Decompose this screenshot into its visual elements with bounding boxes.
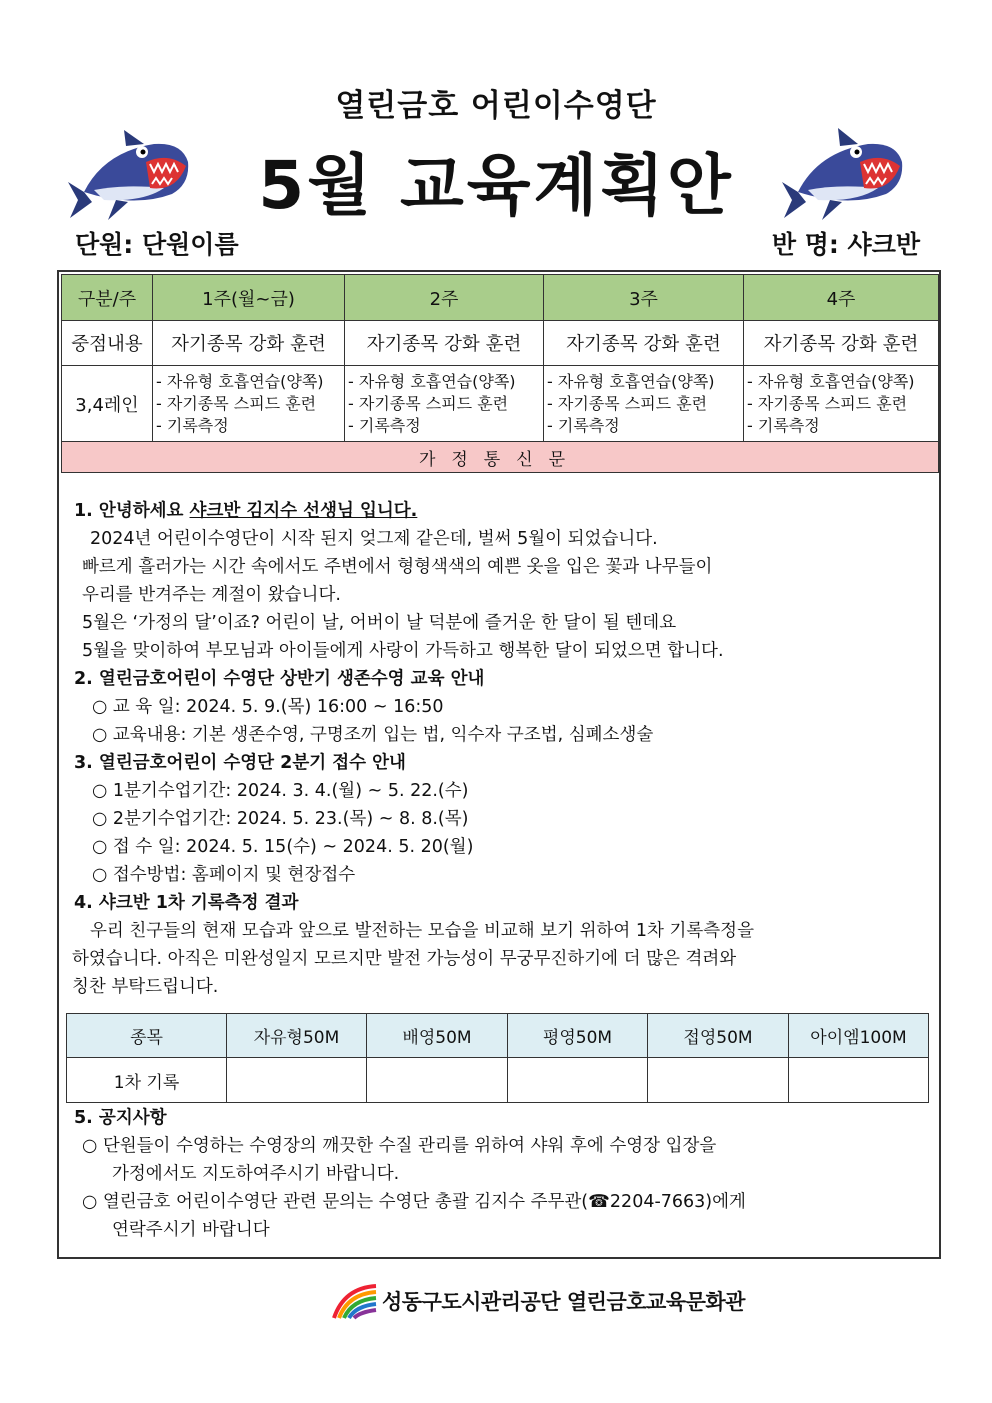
plan-header-cell: 4주 (744, 275, 939, 321)
lane-item: - 자유형 호흡연습(양쪽) (348, 371, 516, 391)
record-header-row (67, 1014, 929, 1058)
record-header-cell: 아이엠100M (789, 1014, 929, 1058)
paragraph-line: 5월을 맞이하여 부모님과 아이들에게 사랑이 가득하고 행복한 달이 되었으면 합니다. (82, 641, 724, 661)
section-3-title: 3. 열린금호어린이 수영단 2분기 접수 안내 (74, 753, 406, 773)
lane-items-week4 (744, 366, 939, 442)
paragraph-line: 빠르게 흘러가는 시간 속에서도 주변에서 형형색색의 예쁜 옷을 입은 꽃과 나무들이 (82, 557, 713, 577)
focus-cell: 자기종목 강화 훈련 (153, 321, 345, 366)
notice-line: ○ 열린금호 어린이수영단 관련 문의는 수영단 총괄 김지수 주무관(☎2204-7663)에게 (82, 1192, 746, 1212)
section-4-title: 4. 샤크반 1차 기록측정 결과 (74, 893, 299, 913)
info-line: ○ 교육내용: 기본 생존수영, 구명조끼 입는 법, 익수자 구조법, 심폐소생술 (92, 725, 654, 745)
record-table (66, 1013, 929, 1103)
teacher-greeting: 샤크반 김지수 선생님 입니다. (189, 501, 418, 521)
section-1-title (74, 497, 939, 525)
paragraph-line: 하였습니다. 아직은 미완성일지 모르지만 발전 가능성이 무궁무진하기에 더 많은 격려와 (72, 949, 737, 969)
record-header-cell: 종목 (67, 1014, 227, 1058)
record-header-cell: 자유형50M (227, 1014, 367, 1058)
lane-item: - 자유형 호흡연습(양쪽) (156, 371, 324, 391)
focus-cell: 자기종목 강화 훈련 (345, 321, 544, 366)
plan-header-row (62, 275, 939, 321)
notice-header-row (62, 442, 939, 473)
lane-label: 3,4레인 (62, 366, 153, 442)
lane-item: - 자기종목 스피드 훈련 (547, 393, 708, 413)
paragraph-line: 칭찬 부탁드립니다. (72, 977, 219, 997)
focus-cell: 자기종목 강화 훈련 (544, 321, 744, 366)
lane-item: - 기록측정 (156, 415, 229, 435)
notices-section (74, 1104, 944, 1244)
lane-item: - 기록측정 (348, 415, 421, 435)
record-header-cell: 평영50M (508, 1014, 648, 1058)
info-line: ○ 2분기수업기간: 2024. 5. 23.(목) ~ 8. 8.(목) (92, 809, 469, 829)
plan-header-cell: 1주(월~금) (153, 275, 345, 321)
paragraph-line: 5월은 ‘가정의 달’이죠? 어린이 날, 어버이 날 덕분에 즐거운 한 달이 될 텐데요 (82, 613, 677, 633)
lane-item: - 자유형 호흡연습(양쪽) (747, 371, 915, 391)
footer-org-name: 성동구도시관리공단 열린금호교육문화관 (382, 1290, 745, 1314)
lane-items-week1 (153, 366, 345, 442)
focus-row (62, 321, 939, 366)
record-value-cell (227, 1058, 367, 1103)
plan-header-cell: 2주 (345, 275, 544, 321)
weekly-plan-table (61, 274, 939, 473)
focus-cell: 자기종목 강화 훈련 (744, 321, 939, 366)
plan-header-cell: 구분/주 (62, 275, 153, 321)
notice-header: 가정통신문 (62, 442, 939, 473)
plan-header-cell: 3주 (544, 275, 744, 321)
class-name: 반 명: 샤크반 (771, 230, 920, 259)
paragraph-line: 2024년 어린이수영단이 시작 된지 엊그제 같은데, 벌써 5월이 되었습니다. (90, 529, 658, 549)
record-value-cell (648, 1058, 789, 1103)
record-value-cell (508, 1058, 648, 1103)
lane-item: - 자기종목 스피드 훈련 (156, 393, 317, 413)
section-5-title: 5. 공지사항 (74, 1108, 167, 1128)
notice-line: ○ 단원들이 수영하는 수영장의 깨끗한 수질 관리를 위하여 샤워 후에 수영장 입장을 (82, 1136, 717, 1156)
unit-name: 단원: 단원이름 (75, 230, 239, 259)
lane-row (62, 366, 939, 442)
shark-right-icon (776, 122, 916, 222)
footer (330, 1282, 745, 1320)
notice-line: 가정에서도 지도하여주시기 바랍니다. (112, 1164, 400, 1184)
record-value-row (67, 1058, 929, 1103)
letter-body (74, 497, 939, 1001)
lane-item: - 자유형 호흡연습(양쪽) (547, 371, 715, 391)
lane-item: - 기록측정 (547, 415, 620, 435)
lane-items-week3 (544, 366, 744, 442)
info-line: ○ 접 수 일: 2024. 5. 15(수) ~ 2024. 5. 20(월) (92, 837, 474, 857)
focus-label: 중점내용 (62, 321, 153, 366)
section-2-title: 2. 열린금호어린이 수영단 상반기 생존수영 교육 안내 (74, 669, 485, 689)
record-value-cell (367, 1058, 508, 1103)
lane-item: - 자기종목 스피드 훈련 (348, 393, 509, 413)
shark-left-icon (64, 122, 200, 222)
record-value-cell (789, 1058, 929, 1103)
lane-item: - 자기종목 스피드 훈련 (747, 393, 908, 413)
page-title: 5월 교육계획안 (258, 147, 734, 224)
info-line: ○ 교 육 일: 2024. 5. 9.(목) 16:00 ~ 16:50 (92, 697, 444, 717)
lane-item: - 기록측정 (747, 415, 820, 435)
record-header-cell: 접영50M (648, 1014, 789, 1058)
record-row-label: 1차 기록 (67, 1058, 227, 1103)
lane-items-week2 (345, 366, 544, 442)
info-line: ○ 1분기수업기간: 2024. 3. 4.(월) ~ 5. 22.(수) (92, 781, 469, 801)
info-line: ○ 접수방법: 홈페이지 및 현장접수 (92, 865, 356, 885)
record-header-cell: 배영50M (367, 1014, 508, 1058)
paragraph-line: 우리를 반겨주는 계절이 왔습니다. (82, 585, 341, 605)
notice-line: 연락주시기 바랍니다 (112, 1220, 270, 1240)
title-top: 열린금호 어린이수영단 (335, 88, 657, 124)
section-1-title-text: 1. 안녕하세요 (74, 501, 190, 521)
rainbow-logo-icon (330, 1282, 380, 1320)
paragraph-line: 우리 친구들의 현재 모습과 앞으로 발전하는 모습을 비교해 보기 위하여 1차 기록측정을 (90, 921, 754, 941)
